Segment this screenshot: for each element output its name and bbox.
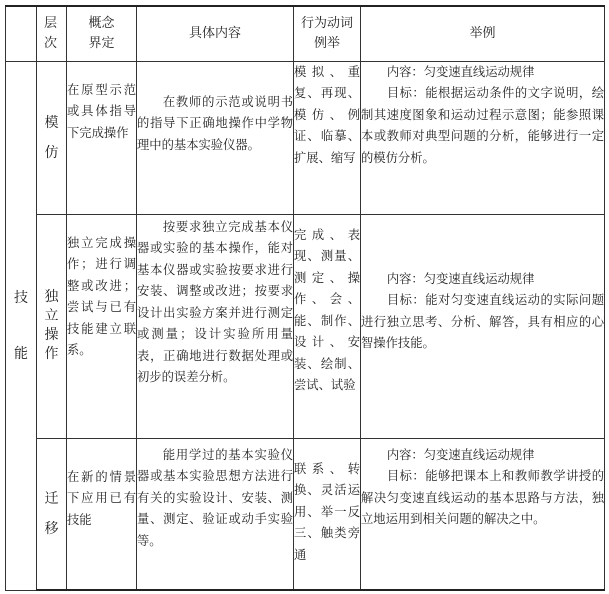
content-cell: 在教师的示范或说明书的指导下正确地操作中学物理中的基本实验仪器。 [137, 61, 294, 214]
content-cell: 能用学过的基本实验仪器或基本实验思想方法进行有关的实验设计、安装、测量、测定、验证或动手实验等。 [137, 438, 294, 590]
example-goal: 目标：能根据运动条件的文字说明，绘制其速度图象和运动过程示意图；能参照课本或教师对典型问题的分析，能够进行一定的模仿分析。 [361, 86, 604, 165]
concept-cell: 在原型示范或具体指导下完成操作 [67, 61, 137, 214]
table-row [6, 214, 605, 438]
header-verbs: 行为动词例举 [294, 6, 361, 61]
verbs-cell: 完成、表现、测量、测定、操作、会、能、制作、设计、安装、绘制、尝试、试验 [294, 214, 361, 438]
verbs-cell: 联系、转换、灵活运用、举一反三、触类旁通 [294, 438, 361, 590]
header-content: 具体内容 [137, 6, 294, 61]
header-level: 层次 [37, 6, 67, 61]
example-goal: 目标：能够把课本上和教师教学讲授的解决匀变速直线运动的基本思路与方法，独立地运用到相关问题的解决之中。 [361, 469, 604, 526]
example-content: 内容：匀变速直线运动规律 [386, 447, 535, 462]
header-concept: 概念界定 [67, 6, 137, 61]
example-content: 内容：匀变速直线运动规律 [386, 271, 535, 286]
level-label: 迁移 [44, 490, 59, 537]
example-goal: 目标：能对匀变速直线运动的实际问题进行独立思考、分析、解答，具有相应的心智操作技能。 [361, 293, 604, 350]
level-cell [37, 214, 67, 438]
table-row [6, 438, 605, 590]
skills-table [5, 5, 605, 591]
concept-cell: 独立完成操作；进行调整或改进；尝试与已有技能建立联系。 [67, 214, 137, 438]
level-cell [37, 61, 67, 214]
example-cell [361, 214, 605, 438]
example-cell [361, 438, 605, 590]
header-category [6, 6, 37, 61]
category-cell [6, 61, 37, 590]
category-label: 技能 [14, 289, 28, 362]
example-cell [361, 61, 605, 214]
content-cell: 按要求独立完成基本仪器或实验的基本操作，能对基本仪器或实验按要求进行安装、调整或改进；按要求设计出实验方案并进行测定或测量；设计实验所用量表，正确地进行数据处理或初步的误差分析。 [137, 214, 294, 438]
level-label: 模仿 [44, 114, 59, 161]
level-label: 独立操作 [44, 289, 59, 362]
table-row [6, 61, 605, 214]
header-row [6, 6, 605, 61]
level-cell [37, 438, 67, 590]
concept-cell: 在新的情景下应用已有技能 [67, 438, 137, 590]
example-content: 内容：匀变速直线运动规律 [386, 64, 535, 79]
header-example: 举例 [361, 6, 605, 61]
verbs-cell: 模拟、重复、再现、模仿、例证、临摹、扩展、缩写 [294, 61, 361, 214]
